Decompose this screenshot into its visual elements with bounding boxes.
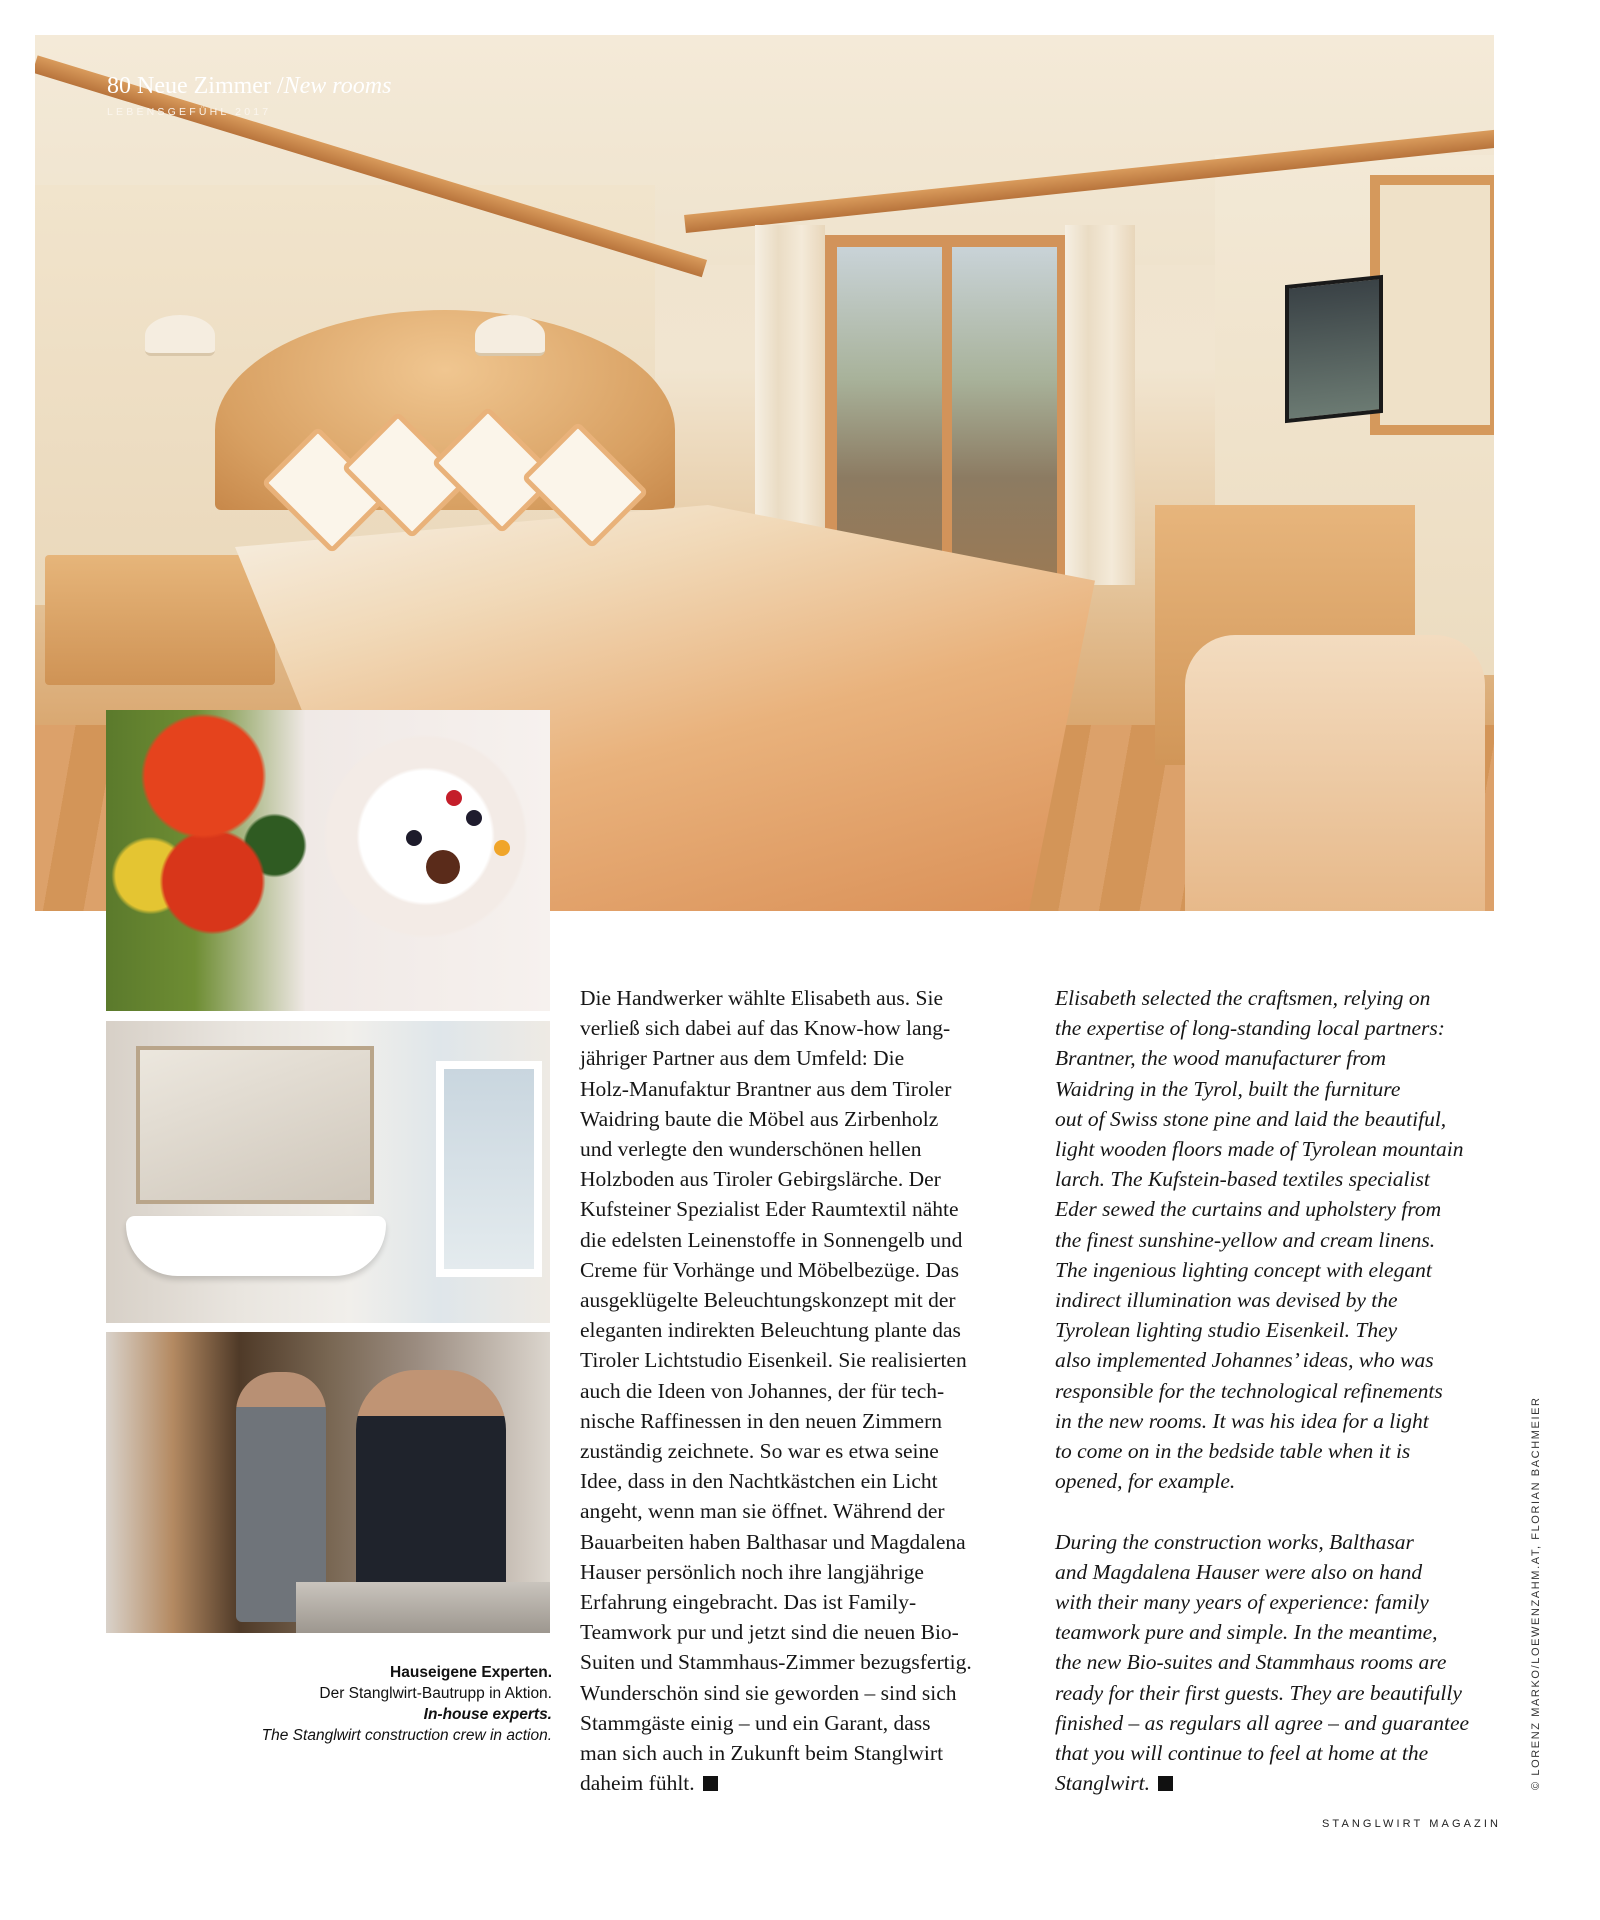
title-german: Neue Zimmer (137, 73, 271, 99)
text-line (580, 1617, 972, 1647)
berry (446, 790, 462, 806)
text-line-content: light wooden floors made of Tyrolean mountain (1055, 1137, 1464, 1162)
text-line (1055, 1768, 1469, 1798)
photo-caption (120, 1662, 552, 1746)
text-line (1055, 1557, 1469, 1587)
body-text-english (1055, 983, 1469, 1798)
text-line-content: opened, for example. (1055, 1469, 1236, 1494)
text-line (580, 1285, 972, 1315)
armchair (1185, 635, 1485, 911)
text-line-content: Eder sewed the curtains and upholstery from (1055, 1197, 1442, 1222)
text-line (1055, 1406, 1469, 1436)
text-line-content: angeht, wenn man sie öffnet. Während der (580, 1499, 945, 1524)
chocolate (426, 850, 460, 884)
page-header (107, 72, 391, 118)
text-line-content: Tyrolean lighting studio Eisenkeil. They (1055, 1318, 1398, 1343)
text-line-content: verließ sich dabei auf das Know-how lang- (580, 1016, 951, 1041)
text-line-content: the expertise of long-standing local partners: (1055, 1016, 1445, 1041)
text-line (580, 1436, 972, 1466)
wall-lamp-icon (475, 315, 545, 356)
text-line (580, 1104, 972, 1134)
text-line-content: Kufsteiner Spezialist Eder Raumtextil nähte (580, 1197, 959, 1222)
text-line (1055, 1074, 1469, 1104)
text-line (1055, 1225, 1469, 1255)
text-line-content: Hauser persönlich noch ihre langjährige (580, 1559, 924, 1584)
text-line (580, 1466, 972, 1496)
flowers-and-sweets-photo (106, 710, 550, 1011)
text-line (580, 1496, 972, 1526)
text-line-content: to come on in the bedside table when it is (1055, 1439, 1411, 1464)
berry (466, 810, 482, 826)
text-line (1055, 1164, 1469, 1194)
text-line-content: daheim fühlt. (580, 1771, 695, 1796)
television (1285, 275, 1383, 423)
text-line (580, 1738, 972, 1768)
page-title (107, 72, 391, 100)
text-line (1055, 1738, 1469, 1768)
text-line-content: the new Bio-suites and Stammhaus rooms are (1055, 1650, 1447, 1675)
text-line (1055, 1345, 1469, 1375)
text-line-content: responsible for the technological refinements (1055, 1378, 1443, 1403)
text-line (1055, 1376, 1469, 1406)
text-line-content: Stammgäste einig – und ein Garant, dass (580, 1710, 931, 1735)
text-line (580, 1345, 972, 1375)
text-line-content: ausgeklügelte Beleuchtungskonzept mit der (580, 1288, 956, 1313)
page-number: 80 (107, 73, 131, 99)
end-of-article-square-icon (1158, 1776, 1173, 1791)
text-line (1055, 1013, 1469, 1043)
caption-text-english: The Stanglwirt construction crew in action. (261, 1727, 552, 1744)
text-line-content: Teamwork pur und jetzt sind die neuen Bio- (580, 1620, 959, 1645)
photo-credit: © LORENZ MARKO/LOEWENZAHM.AT, FLORIAN BACHMEIER (1530, 1396, 1542, 1790)
text-line (1055, 1708, 1469, 1738)
text-line-content: The ingenious lighting concept with elegant (1055, 1257, 1432, 1282)
text-line (580, 1376, 972, 1406)
text-line-content: the finest sunshine-yellow and cream linens. (1055, 1227, 1436, 1252)
caption-title-german: Hauseigene Experten. (390, 1664, 552, 1681)
text-line-content: nische Raffinessen in den neuen Zimmern (580, 1408, 943, 1433)
text-line-content: also implemented Johannes’ ideas, who was (1055, 1348, 1434, 1373)
text-line-content: in the new rooms. It was his idea for a light (1055, 1408, 1429, 1433)
sink (126, 1216, 386, 1276)
text-line (580, 1164, 972, 1194)
text-line-content: Stanglwirt. (1055, 1771, 1150, 1796)
nightstand (45, 555, 275, 685)
text-line-content: teamwork pure and simple. In the meantime, (1055, 1620, 1438, 1645)
text-line (1055, 1043, 1469, 1073)
construction-crew-photo (106, 1332, 550, 1633)
text-line-content: Creme für Vorhänge und Möbelbezüge. Das (580, 1257, 959, 1282)
text-line-content: Erfahrung eingebracht. Das ist Family- (580, 1590, 917, 1615)
text-line (580, 1315, 972, 1345)
curtain (1065, 225, 1135, 585)
text-line-content: auch die Ideen von Johannes, der für tech- (580, 1378, 945, 1403)
text-line (1055, 1436, 1469, 1466)
text-line (580, 1043, 972, 1073)
text-line-content: und verlegte den wunderschönen hellen (580, 1137, 922, 1162)
text-line-content: that you will continue to feel at home at the (1055, 1741, 1429, 1766)
text-line-content: eleganten indirekten Beleuchtung plante das (580, 1318, 961, 1343)
text-line (1055, 1678, 1469, 1708)
text-line-content: Waidring baute die Möbel aus Zirbenholz (580, 1106, 939, 1131)
text-line (580, 1647, 972, 1677)
magazine-footer: STANGLWIRT MAGAZIN (1322, 1818, 1502, 1830)
text-line-content: jähriger Partner aus dem Umfeld: Die (580, 1046, 905, 1071)
end-of-article-square-icon (703, 1776, 718, 1791)
text-line-content: Holzboden aus Tiroler Gebirgslärche. Der (580, 1167, 941, 1192)
body-text-german (580, 983, 972, 1798)
text-line-content: with their many years of experience: family (1055, 1590, 1429, 1615)
text-line-content: Wunderschön sind sie geworden – sind sich (580, 1680, 957, 1705)
bathroom-photo (106, 1021, 550, 1323)
paragraph-gap (1055, 1496, 1469, 1526)
text-line-content: Die Handwerker wählte Elisabeth aus. Sie (580, 986, 943, 1010)
wall-lamp-icon (145, 315, 215, 356)
text-line (580, 1406, 972, 1436)
text-line (580, 1557, 972, 1587)
text-line-content: Suiten und Stammhaus-Zimmer bezugsfertig. (580, 1650, 972, 1675)
text-line (1055, 1647, 1469, 1677)
text-line (1055, 1134, 1469, 1164)
worker (356, 1370, 506, 1600)
title-separator: / (276, 73, 284, 99)
caption-text-german: Der Stanglwirt-Bautrupp in Aktion. (319, 1685, 552, 1702)
text-line (1055, 1527, 1469, 1557)
text-line (1055, 983, 1469, 1013)
text-line (580, 1768, 972, 1798)
text-line (580, 1225, 972, 1255)
berry (406, 830, 422, 846)
text-line (580, 1708, 972, 1738)
text-line (1055, 1255, 1469, 1285)
text-line (580, 1134, 972, 1164)
caption-title-english: In-house experts. (423, 1706, 552, 1723)
wall-shelf (1370, 175, 1494, 435)
text-line (1055, 1194, 1469, 1224)
text-line (1055, 1587, 1469, 1617)
text-line (580, 1678, 972, 1708)
text-line-content: out of Swiss stone pine and laid the beautiful, (1055, 1106, 1447, 1131)
text-line-content: man sich auch in Zukunft beim Stanglwirt (580, 1741, 944, 1766)
text-line-content: ready for their first guests. They are beautifully (1055, 1680, 1462, 1705)
text-line (1055, 1104, 1469, 1134)
text-line-content: Elisabeth selected the craftsmen, relying on (1055, 986, 1431, 1010)
text-line (580, 1255, 972, 1285)
text-line-content: Tiroler Lichtstudio Eisenkeil. Sie realisierten (580, 1348, 967, 1373)
text-line (1055, 1466, 1469, 1496)
text-line-content: indirect illumination was devised by the (1055, 1288, 1398, 1313)
text-line (580, 1013, 972, 1043)
text-line-content: Brantner, the wood manufacturer from (1055, 1046, 1387, 1071)
title-english: New rooms (283, 73, 392, 99)
text-line (580, 983, 972, 1013)
text-line-content: During the construction works, Balthasar (1055, 1529, 1414, 1554)
text-line (580, 1194, 972, 1224)
text-line-content: zuständig zeichnete. So war es etwa seine (580, 1439, 939, 1464)
text-line-content: larch. The Kufstein-based textiles specialist (1055, 1167, 1430, 1192)
text-line-content: Holz-Manufaktur Brantner aus dem Tiroler (580, 1076, 952, 1101)
text-line (1055, 1617, 1469, 1647)
text-line-content: finished – as regulars all agree – and guarantee (1055, 1710, 1470, 1735)
text-line (1055, 1285, 1469, 1315)
text-line-content: Waidring in the Tyrol, built the furniture (1055, 1076, 1401, 1101)
text-line (580, 1074, 972, 1104)
text-line-content: and Magdalena Hauser were also on hand (1055, 1559, 1423, 1584)
text-line-content: Bauarbeiten haben Balthasar und Magdalena (580, 1529, 966, 1554)
text-line (580, 1587, 972, 1617)
section-kicker: LEBENSGEFÜHL 2017 (107, 106, 272, 118)
text-line (580, 1527, 972, 1557)
text-line-content: die edelsten Leinenstoffe in Sonnengelb und (580, 1227, 963, 1252)
text-line-content: Idee, dass in den Nachtkästchen ein Licht (580, 1469, 938, 1494)
berry (494, 840, 510, 856)
window (436, 1061, 542, 1277)
mirror (136, 1046, 374, 1204)
saw-table (296, 1582, 550, 1633)
text-line (1055, 1315, 1469, 1345)
